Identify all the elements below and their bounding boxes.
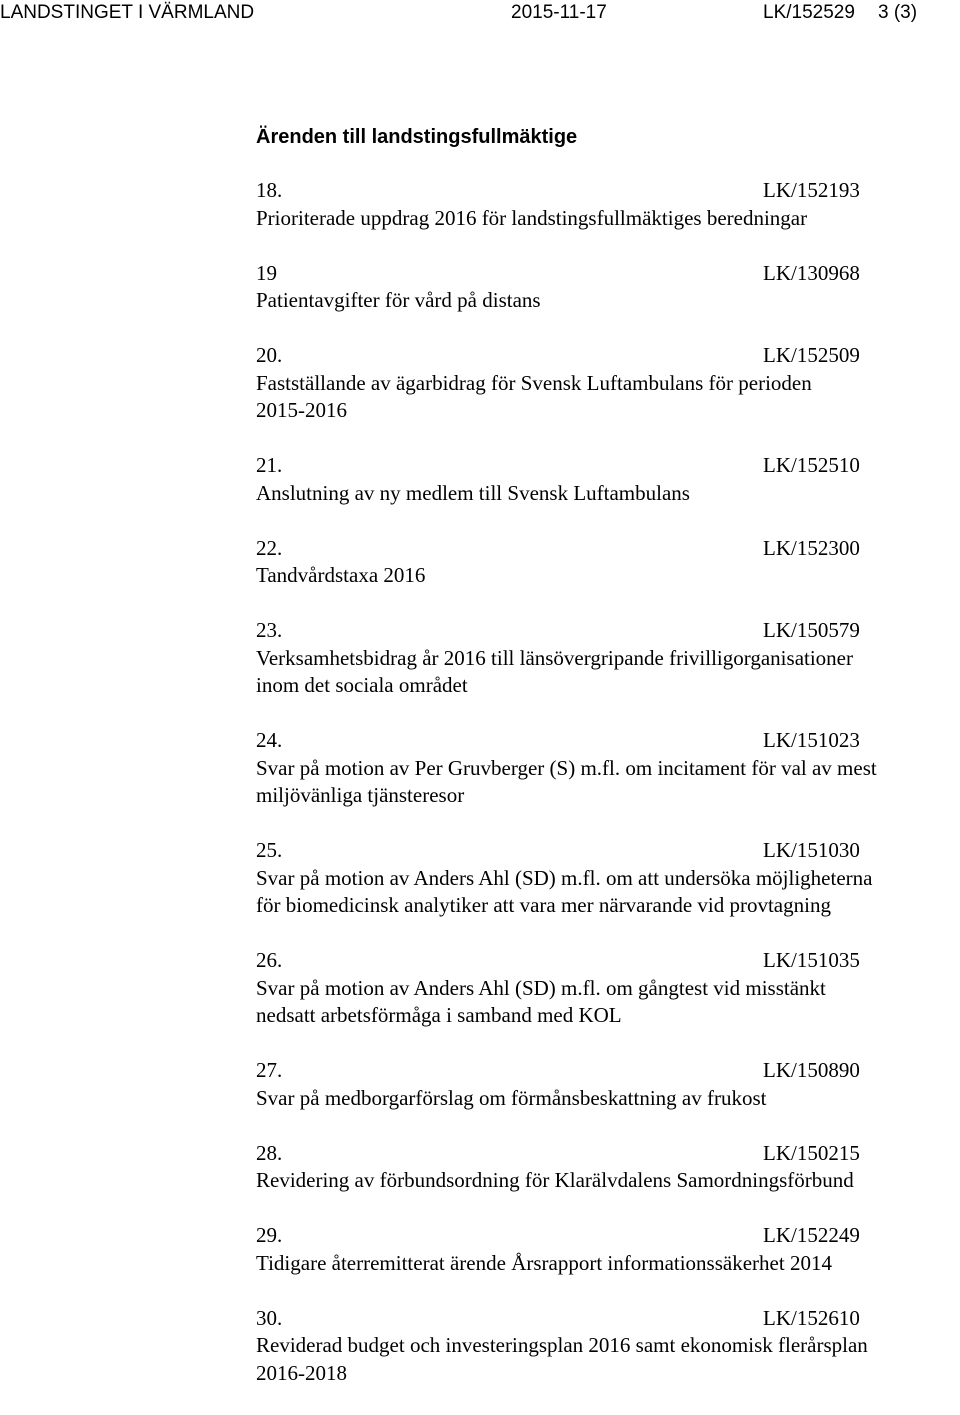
header-organization: LANDSTINGET I VÄRMLAND	[0, 2, 255, 23]
agenda-item	[256, 1057, 960, 1112]
section-title: Ärenden till landstingsfullmäktige	[256, 126, 578, 148]
header-page-number: 3 (3)	[878, 2, 918, 23]
agenda-item-head	[256, 177, 960, 205]
agenda-item-reference: LK/152300	[763, 535, 860, 560]
agenda-item-reference: LK/152249	[763, 1223, 860, 1247]
agenda-item-head	[256, 1140, 960, 1168]
agenda-item-number: 19	[256, 260, 277, 285]
agenda-item-number: 30.	[256, 1305, 283, 1330]
agenda-item-number: 26.	[256, 948, 283, 972]
agenda-item-number: 22.	[256, 535, 283, 560]
agenda-item-number: 27.	[256, 1058, 283, 1082]
agenda-item-number: 21.	[256, 453, 283, 477]
agenda-item-reference: LK/151030	[763, 838, 860, 862]
agenda-item	[256, 535, 960, 590]
agenda-item-number: 18.	[256, 178, 283, 202]
agenda-item-title: Prioriterade uppdrag 2016 för landstingsfullmäktiges beredningar	[256, 205, 808, 230]
agenda-item-title: Svar på motion av Per Gruvberger (S) m.fl. om incitament för val av mest miljövänliga tjänsteresor	[256, 755, 877, 807]
agenda-item-title: Tandvårdstaxa 2016	[256, 563, 426, 587]
agenda-item-head	[256, 947, 960, 975]
header-date: 2015-11-17	[511, 2, 607, 23]
agenda-item-number: 20.	[256, 343, 283, 367]
agenda-item-reference: LK/152509	[763, 343, 860, 367]
agenda-item	[256, 452, 960, 507]
agenda-item	[256, 837, 960, 920]
agenda-item-reference: LK/130968	[763, 260, 860, 285]
agenda-item-number: 28.	[256, 1140, 283, 1165]
agenda-item-title: Revidering av förbundsordning för Klarälvdalens Samordningsförbund	[256, 1168, 854, 1192]
agenda-item-reference: LK/152193	[763, 178, 860, 202]
agenda-item	[256, 617, 960, 700]
agenda-item-head	[256, 260, 960, 288]
agenda-item-title: Svar på motion av Anders Ahl (SD) m.fl. om gångtest vid misstänkt nedsatt arbetsförmåga i samband med KOL	[256, 975, 826, 1027]
agenda-item	[256, 947, 960, 1030]
agenda-item-reference: LK/150215	[763, 1140, 860, 1165]
agenda-item-title: Anslutning av ny medlem till Svensk Luftambulans	[256, 480, 690, 505]
agenda-item-title: Fastställande av ägarbidrag för Svensk Luftambulans för perioden 2015-2016	[256, 370, 812, 422]
agenda-item	[256, 342, 960, 425]
agenda-item-reference: LK/150579	[763, 618, 860, 642]
agenda-item	[256, 1222, 960, 1277]
agenda-item-head	[256, 452, 960, 480]
agenda-item-head	[256, 1305, 960, 1333]
page-header	[0, 0, 960, 30]
agenda-item-title: Verksamhetsbidrag år 2016 till länsövergripande frivilligorganisationer inom det sociala området	[256, 645, 853, 697]
agenda-item	[256, 1305, 960, 1388]
agenda-item	[256, 177, 960, 232]
agenda-item-number: 29.	[256, 1223, 283, 1247]
agenda-item-reference: LK/152610	[763, 1305, 860, 1330]
agenda-item-title: Reviderad budget och investeringsplan 2016 samt ekonomisk flerårsplan 2016-2018	[256, 1333, 868, 1385]
agenda-item-head	[256, 837, 960, 865]
agenda-item	[256, 727, 960, 810]
agenda-item	[256, 1140, 960, 1195]
agenda-item-head	[256, 1222, 960, 1250]
agenda-item-title: Tidigare återremitterat ärende Årsrapport informationssäkerhet 2014	[256, 1250, 832, 1275]
agenda-item-title: Svar på motion av Anders Ahl (SD) m.fl. om att undersöka möjligheterna för biomedicinsk analytiker att vara mer närvarande vid provtagning	[256, 865, 873, 917]
agenda-item-number: 24.	[256, 728, 283, 752]
agenda-item-number: 23.	[256, 618, 283, 642]
agenda-item-head	[256, 535, 960, 563]
agenda-item-reference: LK/152510	[763, 453, 860, 477]
agenda-item-number: 25.	[256, 838, 283, 862]
agenda-item-reference: LK/151023	[763, 728, 860, 752]
agenda-item-list	[256, 177, 960, 1415]
header-reference: LK/152529	[763, 2, 855, 23]
agenda-item-head	[256, 617, 960, 645]
agenda-item-head	[256, 1057, 960, 1085]
agenda-item-head	[256, 342, 960, 370]
agenda-item-reference: LK/150890	[763, 1058, 860, 1082]
agenda-item	[256, 260, 960, 315]
agenda-item-title: Svar på medborgarförslag om förmånsbeskattning av frukost	[256, 1085, 767, 1110]
agenda-item-head	[256, 727, 960, 755]
agenda-item-title: Patientavgifter för vård på distans	[256, 288, 541, 312]
agenda-item-reference: LK/151035	[763, 948, 860, 972]
